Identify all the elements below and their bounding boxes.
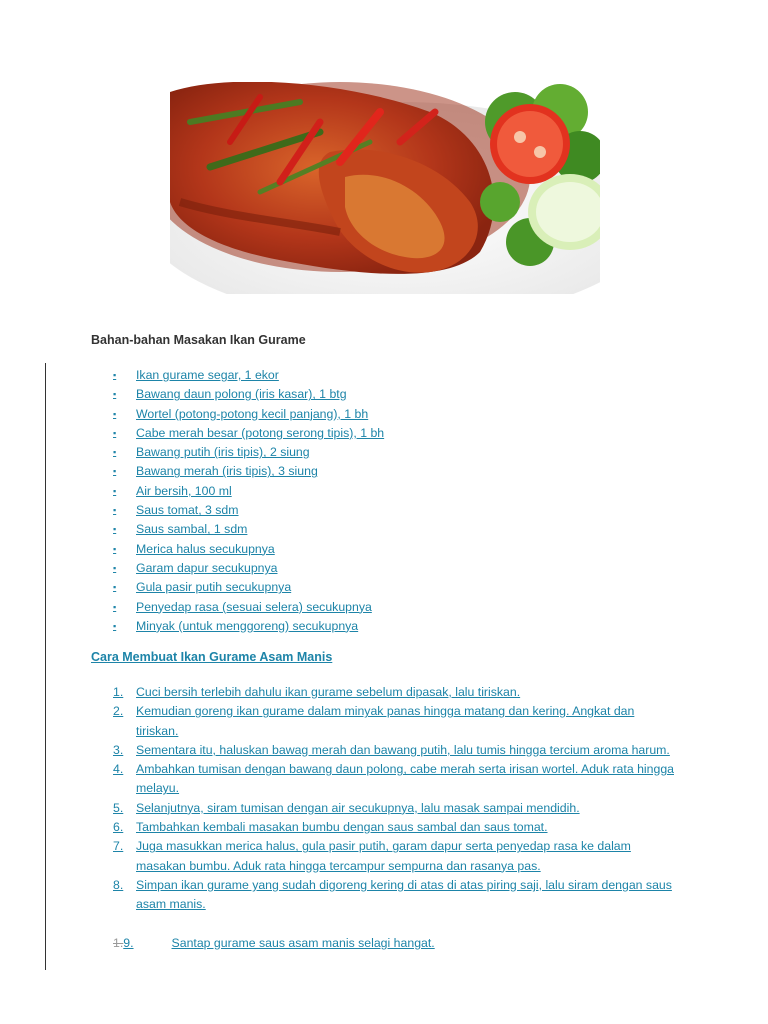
bullet-icon: ▪ <box>113 447 117 458</box>
steps-list <box>0 683 768 915</box>
step-number: 9. <box>123 936 134 950</box>
step-text[interactable]: Sementara itu, haluskan bawag merah dan bawang putih, lalu tumis hingga tercium aroma harum. <box>136 742 670 757</box>
bullet-icon: ▪ <box>113 427 117 438</box>
ingredient-text[interactable]: Saus sambal, 1 sdm <box>136 522 248 537</box>
ingredient-item[interactable] <box>0 443 768 462</box>
step-text[interactable]: Simpan ikan gurame yang sudah digoreng kering di atas di atas piring saji, lalu siram dengan saus asam manis. <box>136 877 672 912</box>
ingredient-text[interactable]: Air bersih, 100 ml <box>136 483 232 498</box>
ingredients-list <box>0 366 768 636</box>
step-text[interactable]: Ambahkan tumisan dengan bawang daun polong, cabe merah serta irisan wortel. Aduk rata hingga melayu. <box>136 762 674 796</box>
ingredient-item[interactable] <box>0 540 768 559</box>
step-item[interactable] <box>0 760 768 799</box>
ingredients-heading: Bahan-bahan Masakan Ikan Gurame <box>91 333 306 347</box>
ingredient-item[interactable] <box>0 501 768 520</box>
bullet-icon: ▪ <box>113 543 117 554</box>
bullet-icon: ▪ <box>113 408 117 419</box>
ingredient-text[interactable]: Bawang daun polong (iris kasar), 1 btg <box>136 387 347 402</box>
bullet-icon: ▪ <box>113 505 117 516</box>
ingredient-item[interactable] <box>0 462 768 481</box>
ingredient-item[interactable] <box>0 520 768 539</box>
ingredient-text[interactable]: Cabe merah besar (potong serong tipis), 1 bh <box>136 425 385 440</box>
step-item[interactable] <box>0 702 768 741</box>
step-text[interactable]: Selanjutnya, siram tumisan dengan air secukupnya, lalu masak sampai mendidih. <box>136 800 580 815</box>
ingredient-text[interactable]: Minyak (untuk menggoreng) secukupnya <box>136 618 359 633</box>
step-text[interactable]: Santap gurame saus asam manis selagi hangat. <box>171 936 435 950</box>
ingredient-item[interactable] <box>0 482 768 501</box>
step-number: 5. <box>113 800 124 815</box>
ingredient-item[interactable] <box>0 617 768 636</box>
step-number: 3. <box>113 742 124 757</box>
step-item[interactable] <box>0 741 768 760</box>
bullet-icon: ▪ <box>113 582 117 593</box>
step-number: 8. <box>113 877 124 892</box>
food-photo <box>170 82 600 294</box>
step-number: 7. <box>113 839 124 854</box>
bullet-icon: ▪ <box>113 601 117 612</box>
ingredient-item[interactable] <box>0 385 768 404</box>
step-number: 4. <box>113 762 124 777</box>
ingredient-item[interactable] <box>0 424 768 443</box>
step-number: 6. <box>113 820 124 835</box>
bullet-icon: ▪ <box>113 485 117 496</box>
ingredient-text[interactable]: Penyedap rasa (sesuai selera) secukupnya <box>136 599 372 614</box>
step-item-final[interactable] <box>113 934 435 953</box>
bullet-icon: ▪ <box>113 562 117 573</box>
ingredient-text[interactable]: Bawang merah (iris tipis), 3 siung <box>136 464 318 479</box>
bullet-icon: ▪ <box>113 620 117 631</box>
ingredient-text[interactable]: Gula pasir putih secukupnya <box>136 580 292 595</box>
ingredient-text[interactable]: Bawang putih (iris tipis), 2 siung <box>136 445 310 460</box>
bullet-icon: ▪ <box>113 466 117 477</box>
bullet-icon: ▪ <box>113 370 117 380</box>
step-item[interactable] <box>0 837 768 876</box>
bullet-icon: ▪ <box>113 389 117 400</box>
ingredient-item[interactable] <box>0 578 768 597</box>
ingredient-item[interactable] <box>0 405 768 424</box>
step-text[interactable]: Juga masukkan merica halus, gula pasir putih, garam dapur serta penyedap rasa ke dalam masakan bumbu. Aduk rata hingga tercampur sempurna dan rasanya pas. <box>136 839 631 873</box>
ingredient-item[interactable] <box>0 559 768 578</box>
deleted-number: 1. <box>113 936 124 950</box>
ingredient-text[interactable]: Saus tomat, 3 sdm <box>136 503 239 518</box>
step-text[interactable]: Tambahkan kembali masakan bumbu dengan saus sambal dan saus tomat. <box>136 820 548 835</box>
step-item[interactable] <box>0 818 768 837</box>
step-text[interactable]: Kemudian goreng ikan gurame dalam minyak panas hingga matang dan kering. Angkat dan tiriskan. <box>136 704 635 738</box>
step-item[interactable] <box>0 799 768 818</box>
steps-heading[interactable]: Cara Membuat Ikan Gurame Asam Manis <box>91 650 333 664</box>
ingredient-text[interactable]: Merica halus secukupnya <box>136 541 275 556</box>
ingredient-item[interactable] <box>0 598 768 617</box>
ingredient-text[interactable]: Ikan gurame segar, 1 ekor <box>136 368 279 382</box>
step-number: 1. <box>113 685 124 699</box>
ingredient-item[interactable] <box>0 366 768 385</box>
step-text[interactable]: Cuci bersih terlebih dahulu ikan gurame sebelum dipasak, lalu tiriskan. <box>136 685 521 699</box>
bullet-icon: ▪ <box>113 524 117 535</box>
ingredient-text[interactable]: Wortel (potong-potong kecil panjang), 1 bh <box>136 406 369 421</box>
step-number: 2. <box>113 704 124 719</box>
ingredient-text[interactable]: Garam dapur secukupnya <box>136 560 278 575</box>
step-item[interactable] <box>0 876 768 915</box>
step-item[interactable] <box>0 683 768 702</box>
